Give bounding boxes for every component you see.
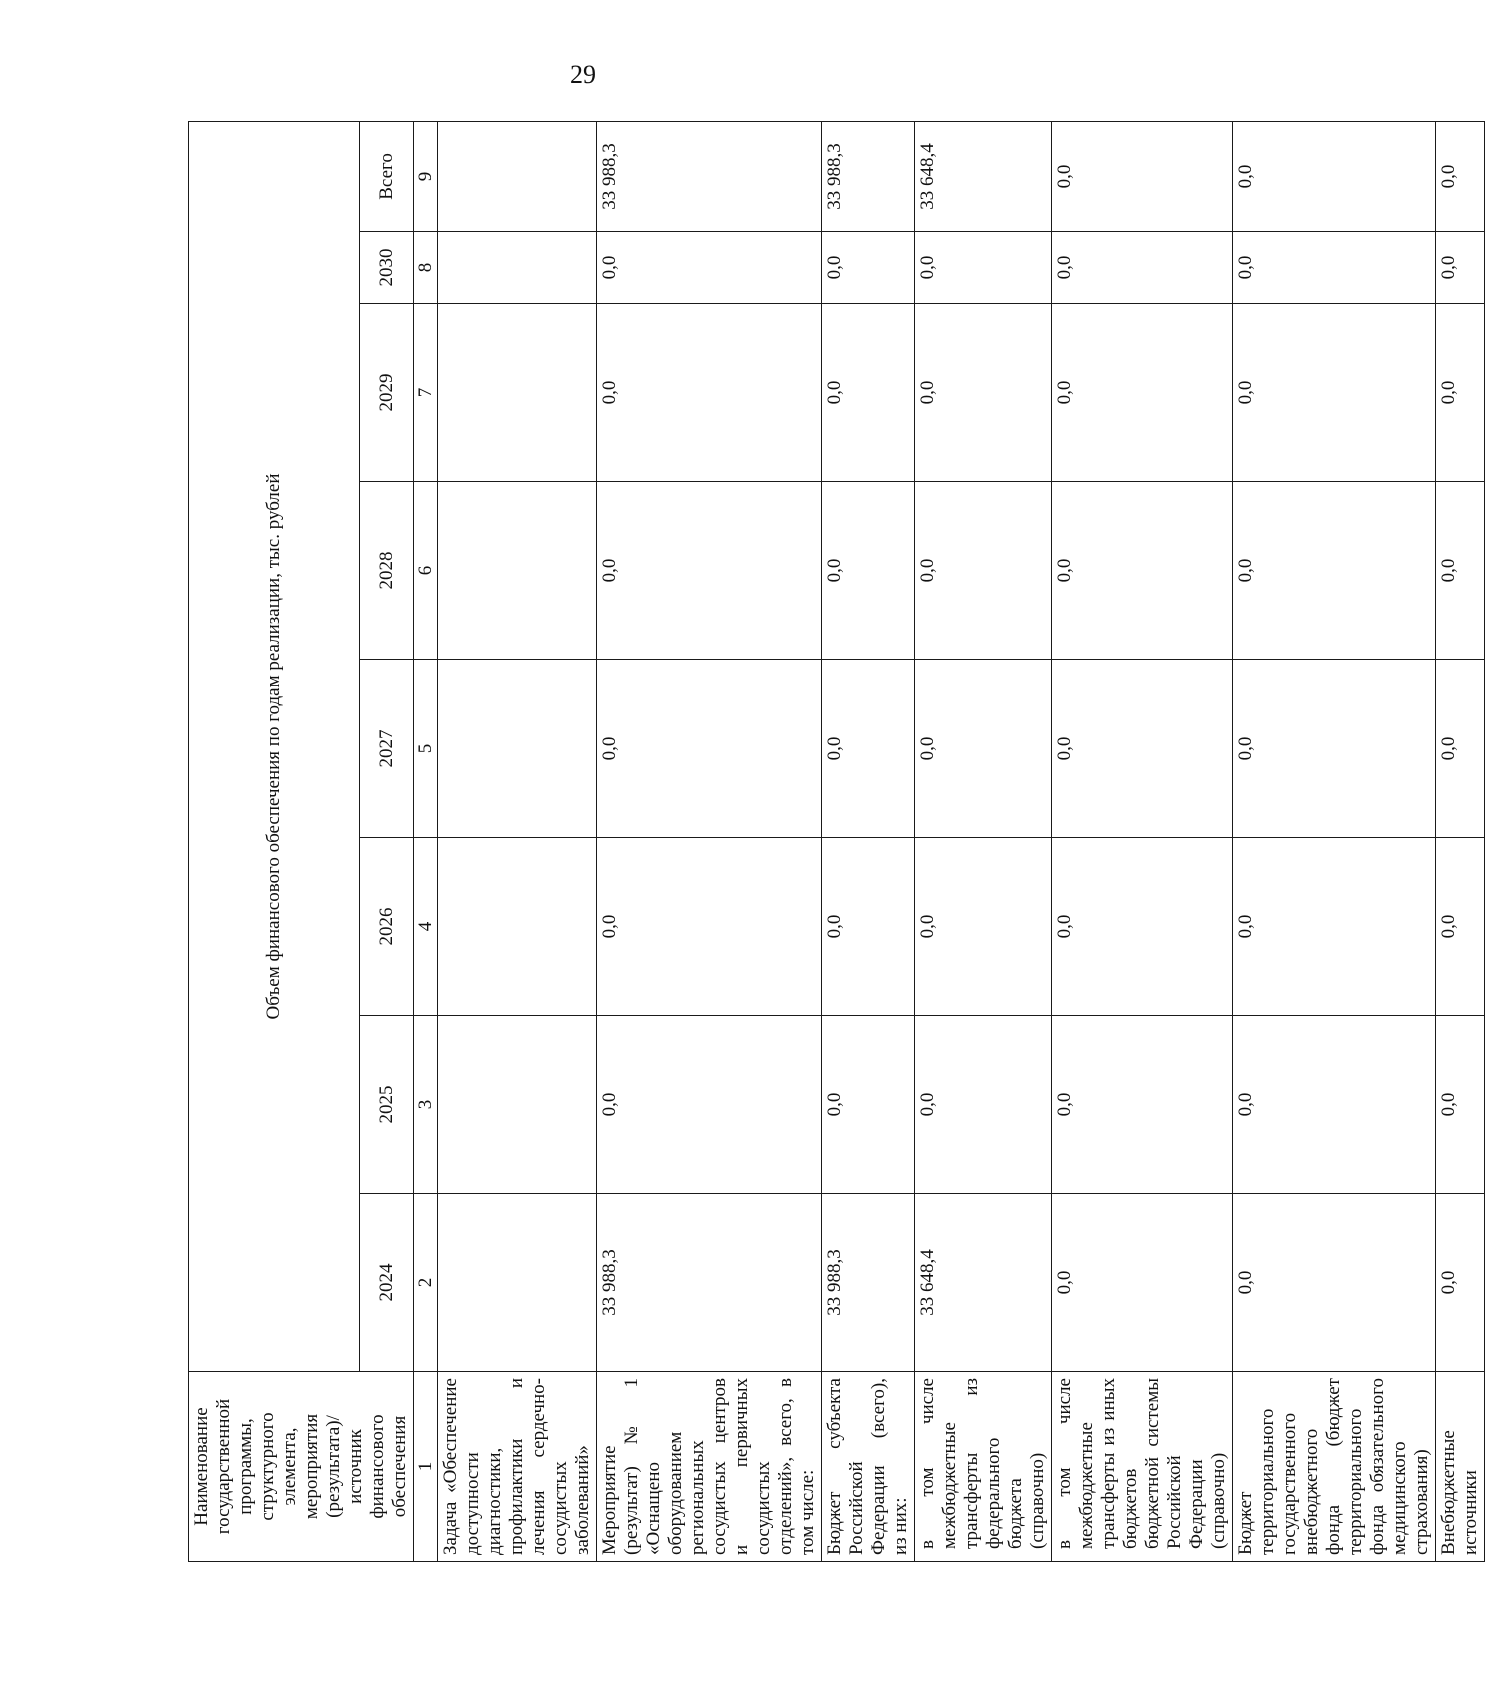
cell-value: 0,0	[915, 838, 1052, 1016]
cell-value: 0,0	[597, 838, 822, 1016]
cell-value: 0,0	[1233, 1194, 1436, 1372]
cell-value: 33 988,3	[597, 121, 822, 231]
cell-value: 0,0	[915, 1016, 1052, 1194]
cell-value: 0,0	[915, 482, 1052, 660]
year-header: 2026	[360, 838, 414, 1016]
cell-value	[438, 838, 597, 1016]
cell-value: 0,0	[1436, 1016, 1485, 1194]
cell-value: 0,0	[1052, 1016, 1233, 1194]
column-number: 9	[414, 121, 438, 231]
header-volume: Объем финансового обеспечения по годам реализации, тыс. рублей	[189, 121, 360, 1371]
row-name: Бюджет субъекта Российской Федерации (всего), из них:	[822, 1372, 915, 1562]
column-number: 8	[414, 232, 438, 304]
cell-value: 33 988,3	[597, 1194, 822, 1372]
cell-value	[438, 232, 597, 304]
cell-value: 0,0	[1052, 1194, 1233, 1372]
cell-value: 0,0	[597, 232, 822, 304]
cell-value: 0,0	[1233, 304, 1436, 482]
cell-value: 0,0	[1233, 660, 1436, 838]
column-number: 7	[414, 304, 438, 482]
year-header: 2029	[360, 304, 414, 482]
cell-value: 0,0	[1052, 838, 1233, 1016]
cell-value	[438, 304, 597, 482]
cell-value: 0,0	[915, 304, 1052, 482]
table-row	[822, 121, 915, 1561]
column-number: 5	[414, 660, 438, 838]
cell-value: 0,0	[915, 232, 1052, 304]
cell-value: 0,0	[1436, 660, 1485, 838]
column-number: 3	[414, 1016, 438, 1194]
cell-value: 0,0	[1233, 1016, 1436, 1194]
cell-value: 0,0	[597, 1016, 822, 1194]
table-row	[1436, 121, 1485, 1561]
year-header: 2030	[360, 232, 414, 304]
column-number: 6	[414, 482, 438, 660]
header-name: Наименование государственной программы, структурного элемента, мероприятия (результата)/источник финансового обеспечения	[189, 1372, 414, 1562]
cell-value: 33 648,4	[915, 1194, 1052, 1372]
cell-value: 0,0	[1436, 1194, 1485, 1372]
cell-value: 0,0	[1052, 482, 1233, 660]
header-row-years	[360, 121, 414, 1561]
year-header: 2025	[360, 1016, 414, 1194]
column-number: 1	[414, 1372, 438, 1562]
cell-value: 0,0	[822, 660, 915, 838]
row-name: Задача «Обеспечение доступности диагностики, профилактики и лечения сердечно-сосудистых заболеваний»	[438, 1372, 597, 1562]
column-number: 4	[414, 838, 438, 1016]
rotated-table-container	[188, 122, 1481, 1562]
cell-value	[438, 660, 597, 838]
row-name: Мероприятие (результат) № 1 «Оснащено оборудованием региональных сосудистых центров и первичных сосудистых отделений», всего, в том числе:	[597, 1372, 822, 1562]
cell-value	[438, 121, 597, 231]
cell-value: 0,0	[1436, 838, 1485, 1016]
cell-value: 0,0	[1052, 304, 1233, 482]
table-row	[1052, 121, 1233, 1561]
table-row	[438, 121, 597, 1561]
cell-value: 0,0	[1436, 232, 1485, 304]
financing-table	[188, 121, 1485, 1562]
cell-value: 0,0	[1436, 304, 1485, 482]
cell-value: 0,0	[1436, 121, 1485, 231]
cell-value: 0,0	[822, 482, 915, 660]
year-header: 2028	[360, 482, 414, 660]
cell-value: 0,0	[1052, 660, 1233, 838]
cell-value: 33 648,4	[915, 121, 1052, 231]
cell-value: 0,0	[915, 660, 1052, 838]
column-number: 2	[414, 1194, 438, 1372]
year-header: 2024	[360, 1194, 414, 1372]
row-name: в том числе межбюджетные трансферты из иных бюджетов бюджетной системы Российской Федерации (справочно)	[1052, 1372, 1233, 1562]
cell-value: 0,0	[1052, 121, 1233, 231]
cell-value: 0,0	[822, 232, 915, 304]
cell-value: 33 988,3	[822, 121, 915, 231]
cell-value: 0,0	[597, 482, 822, 660]
cell-value: 0,0	[1436, 482, 1485, 660]
cell-value: 0,0	[1233, 121, 1436, 231]
row-name: Внебюджетные источники	[1436, 1372, 1485, 1562]
cell-value: 0,0	[1052, 232, 1233, 304]
total-header: Всего	[360, 121, 414, 231]
cell-value	[438, 482, 597, 660]
cell-value	[438, 1194, 597, 1372]
cell-value	[438, 1016, 597, 1194]
table-row	[597, 121, 822, 1561]
table-row	[915, 121, 1052, 1561]
cell-value: 0,0	[597, 660, 822, 838]
cell-value: 0,0	[1233, 482, 1436, 660]
cell-value: 0,0	[597, 304, 822, 482]
table-row	[1233, 121, 1436, 1561]
cell-value: 0,0	[822, 304, 915, 482]
column-number-row	[414, 121, 438, 1561]
header-row-1	[189, 121, 360, 1561]
cell-value: 0,0	[822, 1016, 915, 1194]
cell-value: 0,0	[1233, 838, 1436, 1016]
row-name: Бюджет территориального государственного внебюджетного фонда (бюджет территориального фонда обязательного медицинского страхования)	[1233, 1372, 1436, 1562]
cell-value: 33 988,3	[822, 1194, 915, 1372]
year-header: 2027	[360, 660, 414, 838]
row-name: в том числе межбюджетные трансферты из федерального бюджета (справочно)	[915, 1372, 1052, 1562]
cell-value: 0,0	[1233, 232, 1436, 304]
page-number: 29	[570, 60, 596, 89]
cell-value: 0,0	[822, 838, 915, 1016]
